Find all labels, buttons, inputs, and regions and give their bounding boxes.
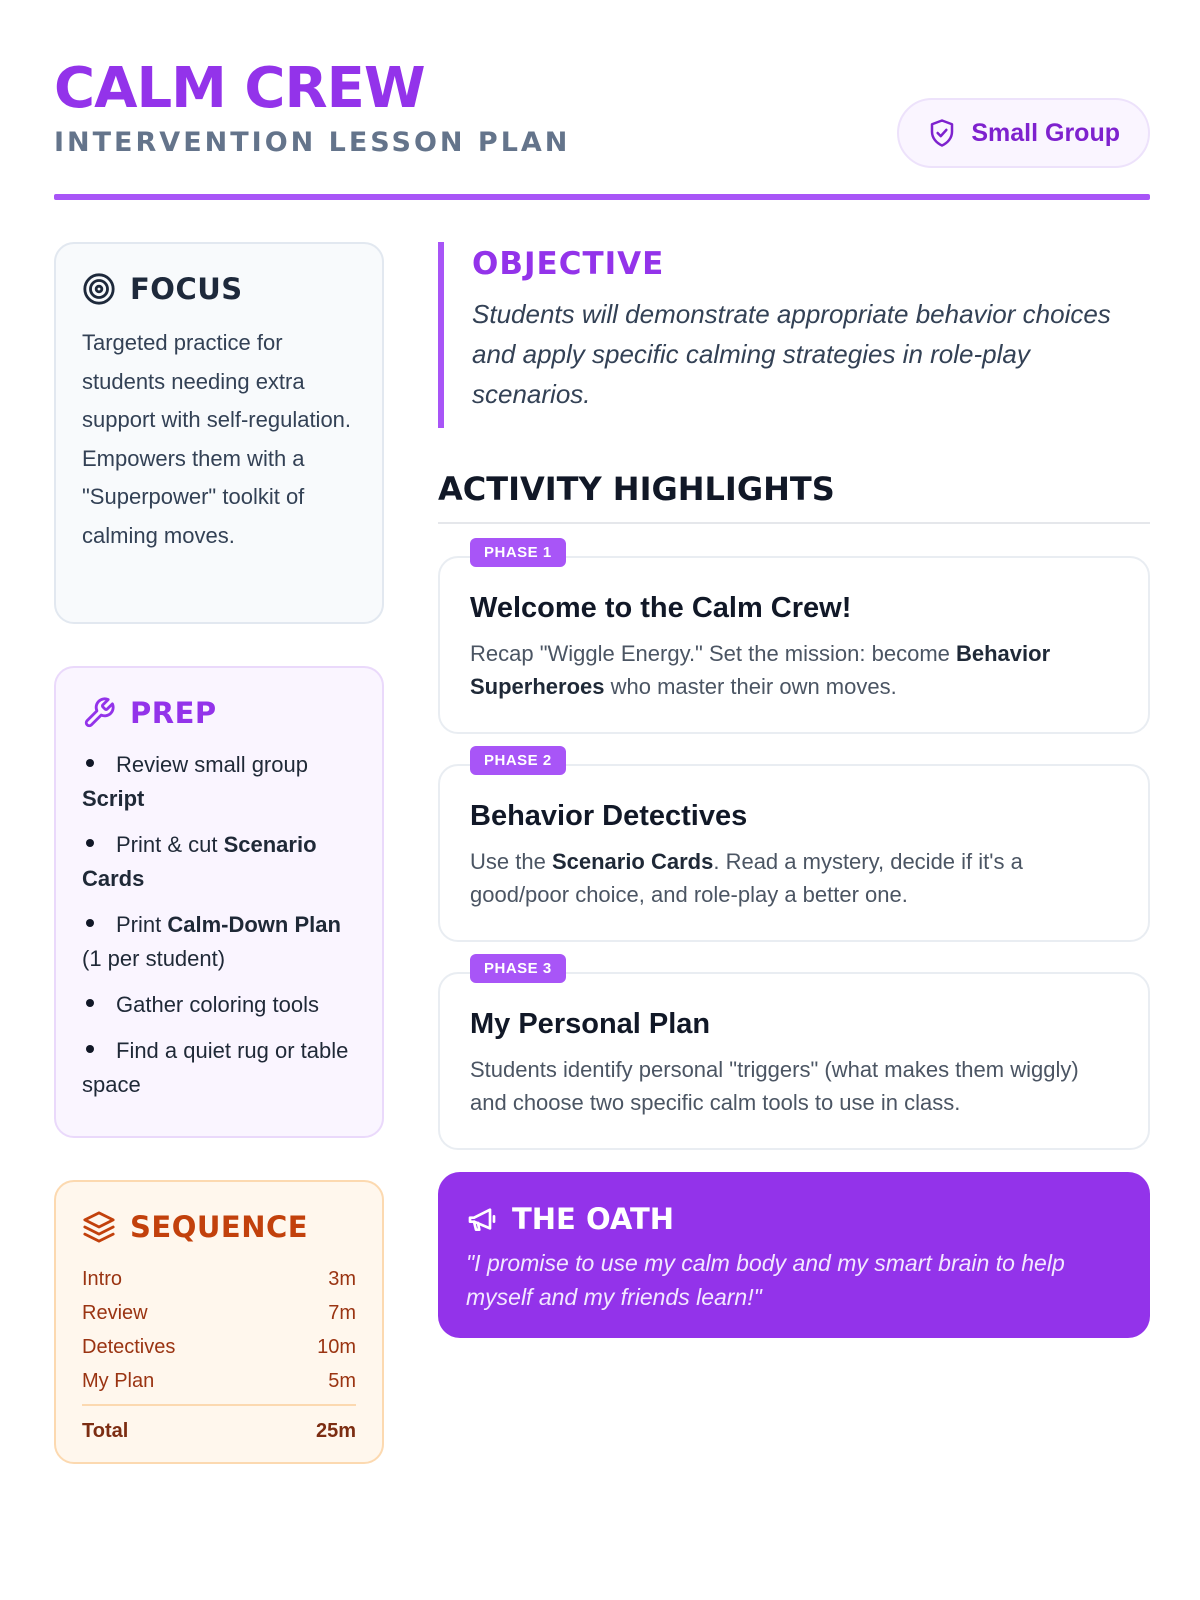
page-header xyxy=(54,58,1150,202)
phase-title: Welcome to the Calm Crew! xyxy=(470,592,852,624)
header-divider xyxy=(54,194,1150,200)
phase-tag: PHASE 1 xyxy=(470,538,566,567)
sequence-card xyxy=(54,1180,384,1464)
target-icon xyxy=(82,272,116,306)
objective-text: Students will demonstrate appropriate behavior choices and apply specific calming strategies in role-play scenarios. xyxy=(472,299,1111,409)
shield-check-icon xyxy=(927,118,957,148)
page-title: CALM CREW xyxy=(54,56,425,121)
activity-highlights-title: ACTIVITY HIGHLIGHTS xyxy=(438,470,1150,524)
layers-icon xyxy=(82,1210,116,1244)
list-item: Review small group Script xyxy=(82,748,356,816)
group-badge xyxy=(897,98,1150,168)
list-item: Print Calm-Down Plan (1 per student) xyxy=(82,908,356,976)
sequence-title: SEQUENCE xyxy=(130,1210,309,1244)
phase-tag: PHASE 3 xyxy=(470,954,566,983)
phase-description: Students identify personal "triggers" (what makes them wiggly) and choose two specific calm tools to use in class. xyxy=(470,1057,1079,1115)
sequence-row: Review 7m xyxy=(82,1302,356,1324)
focus-text: Targeted practice for students needing extra support with self-regulation. Empowers them with a "Superpower" toolkit of calming moves. xyxy=(82,330,352,548)
sequence-row: Intro 3m xyxy=(82,1268,356,1290)
phase-title: Behavior Detectives xyxy=(470,800,748,832)
phase-card-3 xyxy=(438,960,1150,1150)
oath-text: "I promise to use my calm body and my smart brain to help myself and my friends learn!" xyxy=(466,1250,1065,1310)
sequence-total: Total 25m xyxy=(82,1404,356,1448)
phase-title: My Personal Plan xyxy=(470,1008,711,1040)
wrench-icon xyxy=(82,696,116,730)
prep-title: PREP xyxy=(130,696,217,730)
phase-card-2 xyxy=(438,752,1150,942)
list-item: Print & cut Scenario Cards xyxy=(82,828,356,896)
prep-list xyxy=(82,748,356,1102)
list-item: Find a quiet rug or table space xyxy=(82,1034,356,1102)
badge-label: Small Group xyxy=(971,118,1120,147)
prep-card xyxy=(54,666,384,1138)
phase-card-1 xyxy=(438,544,1150,734)
focus-title: FOCUS xyxy=(130,272,243,306)
phase-description: Use the Scenario Cards. Read a mystery, decide if it's a good/poor choice, and role-play a better one. xyxy=(470,849,1023,907)
sequence-row: Detectives 10m xyxy=(82,1336,356,1358)
sequence-row: My Plan 5m xyxy=(82,1370,356,1392)
page-subtitle: INTERVENTION LESSON PLAN xyxy=(54,127,571,158)
oath-title: THE OATH xyxy=(512,1202,675,1236)
megaphone-icon xyxy=(466,1203,498,1235)
oath-panel xyxy=(438,1172,1150,1338)
objective-title: OBJECTIVE xyxy=(472,246,665,282)
objective-section xyxy=(438,242,1150,428)
focus-card xyxy=(54,242,384,624)
list-item: Gather coloring tools xyxy=(82,988,356,1022)
phase-tag: PHASE 2 xyxy=(470,746,566,775)
phase-description: Recap "Wiggle Energy." Set the mission: become Behavior Superheroes who master their own moves. xyxy=(470,641,1051,699)
